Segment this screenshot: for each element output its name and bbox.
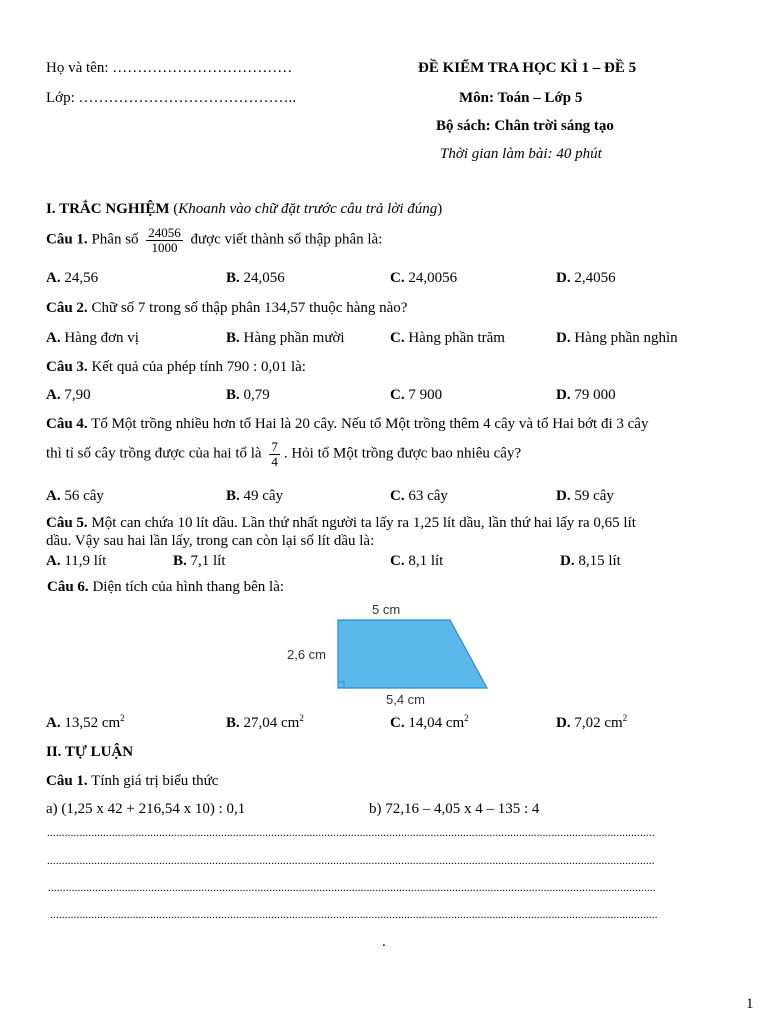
top-base-label: 5 cm	[372, 602, 401, 617]
essay-part-b: b) 72,16 – 4,05 x 4 – 135 : 4	[369, 801, 540, 817]
section1-instruction: Khoanh vào chữ đặt trước câu trả lời đúng	[178, 201, 438, 217]
option-c[interactable]: C. 63 cây	[390, 488, 448, 504]
answer-line-1[interactable]: ..............................................................................................................................................................................................................	[47, 827, 655, 839]
answer-line-4[interactable]: ..............................................................................................................................................................................................................	[50, 909, 658, 921]
question-3	[46, 359, 306, 376]
trapezoid-shape	[338, 620, 487, 688]
fraction-denominator: 1000	[151, 239, 178, 255]
option-b[interactable]: B. 27,04 $cm^2$	[226, 713, 304, 731]
essay-question-1	[46, 773, 218, 790]
page-number: 1	[746, 996, 754, 1012]
option-a[interactable]: A. 56 cây	[46, 488, 104, 504]
option-a[interactable]: A. 7,90	[46, 387, 91, 403]
question-4-text-2-before: thì tỉ số cây trồng được của hai tổ là	[46, 445, 262, 462]
question-4-text-1: Tổ Một trồng nhiều hơn tổ Hai là 20 cây. Nếu tổ Một trồng thêm 4 cây và tổ Hai bớt đi 3 cây	[91, 416, 649, 432]
exam-title: ĐỀ KIỂM TRA HỌC KÌ 1 – ĐỀ 5	[418, 60, 637, 76]
option-a[interactable]: A. Hàng đơn vị	[46, 330, 139, 346]
question-4-text-2-after: . Hỏi tổ Một trồng được bao nhiêu cây?	[283, 445, 522, 462]
question-6-text: Diện tích của hình thang bên là:	[92, 579, 285, 595]
subject-line: Môn: Toán – Lớp 5	[459, 90, 583, 106]
option-b[interactable]: B. 24,056	[226, 270, 285, 286]
question-1-text-after: được viết thành số thập phân là:	[190, 231, 383, 248]
answer-line-3[interactable]: ..............................................................................................................................................................................................................	[48, 882, 656, 894]
question-1-fraction	[146, 226, 183, 254]
option-d[interactable]: D. 7,02 $cm^2$	[556, 713, 628, 731]
question-5-line-1	[46, 515, 636, 532]
question-4-line-2	[46, 440, 521, 468]
question-5-text-1: Một can chứa 10 lít dầu. Lần thứ nhất người ta lấy ra 1,25 lít dầu, lần thứ hai lấy ra 0,65 lít	[91, 515, 636, 531]
option-d[interactable]: D. 79 000	[556, 387, 616, 403]
essay-question-1-label: Câu 1.	[46, 773, 88, 789]
question-4-fraction	[269, 440, 280, 468]
height-label: 2,6 cm	[287, 647, 327, 662]
option-d[interactable]: D. 8,15 lít	[560, 553, 621, 569]
question-2-text: Chữ số 7 trong số thập phân 134,57 thuộc hàng nào?	[91, 300, 408, 316]
option-c[interactable]: C. 24,0056	[390, 270, 458, 286]
option-c[interactable]: C. 8,1 lít	[390, 553, 444, 569]
question-6	[47, 579, 284, 596]
option-c[interactable]: C. 14,04 $cm^2$	[390, 713, 469, 731]
question-6-label: Câu 6.	[47, 579, 89, 595]
question-2-label: Câu 2.	[46, 300, 88, 316]
question-1-label: Câu 1.	[46, 231, 88, 248]
option-b[interactable]: B. 7,1 lít	[173, 553, 226, 569]
section1-title: I. TRẮC NGHIỆM	[46, 201, 170, 217]
option-d[interactable]: D. Hàng phần nghìn	[556, 330, 678, 346]
essay-part-a: a) (1,25 x 42 + 216,54 x 10) : 0,1	[46, 801, 246, 817]
bottom-base-label: 5,4 cm	[386, 692, 426, 707]
question-5-label: Câu 5.	[46, 515, 88, 531]
essay-question-1-text: Tính giá trị biểu thức	[91, 773, 219, 789]
question-2	[46, 300, 407, 317]
option-a[interactable]: A. 11,9 lít	[46, 553, 107, 569]
fraction-numerator: 7	[271, 439, 278, 454]
option-d[interactable]: D. 59 cây	[556, 488, 614, 504]
option-a[interactable]: A. 24,56	[46, 270, 99, 286]
section1-close-paren: )	[437, 201, 443, 217]
section1-open-paren: (	[173, 201, 179, 217]
time-line: Thời gian làm bài: 40 phút	[440, 146, 602, 162]
fraction-denominator: 4	[271, 453, 278, 469]
trapezoid-figure	[280, 596, 500, 708]
question-5-text-2: dầu. Vậy sau hai lần lấy, trong can còn lại số lít dầu là:	[46, 533, 375, 549]
class-line: Lớp: ……………………………………..	[46, 90, 297, 106]
question-4-line-1	[46, 416, 648, 433]
option-d[interactable]: D. 2,4056	[556, 270, 616, 286]
question-3-text: Kết quả của phép tính 790 : 0,01 là:	[91, 359, 306, 375]
question-1	[46, 226, 382, 254]
trailing-dot: .	[382, 934, 386, 950]
fraction-numerator: 24056	[148, 225, 181, 240]
student-name-line: Họ và tên: ………………………………	[46, 60, 293, 76]
question-4-label: Câu 4.	[46, 416, 88, 432]
section1-heading	[46, 201, 442, 218]
option-b[interactable]: B. 0,79	[226, 387, 270, 403]
question-1-text-before: Phân số	[91, 231, 139, 248]
question-3-label: Câu 3.	[46, 359, 88, 375]
option-c[interactable]: C. Hàng phần trăm	[390, 330, 505, 346]
option-b[interactable]: B. Hàng phần mười	[226, 330, 345, 346]
answer-line-2[interactable]: ..............................................................................................................................................................................................................	[47, 855, 655, 867]
book-line: Bộ sách: Chân trời sáng tạo	[436, 118, 614, 134]
option-b[interactable]: B. 49 cây	[226, 488, 284, 504]
option-a[interactable]: A. 13,52 $cm^2$	[46, 713, 125, 731]
option-c[interactable]: C. 7 900	[390, 387, 443, 403]
section2-heading: II. TỰ LUẬN	[46, 744, 134, 760]
